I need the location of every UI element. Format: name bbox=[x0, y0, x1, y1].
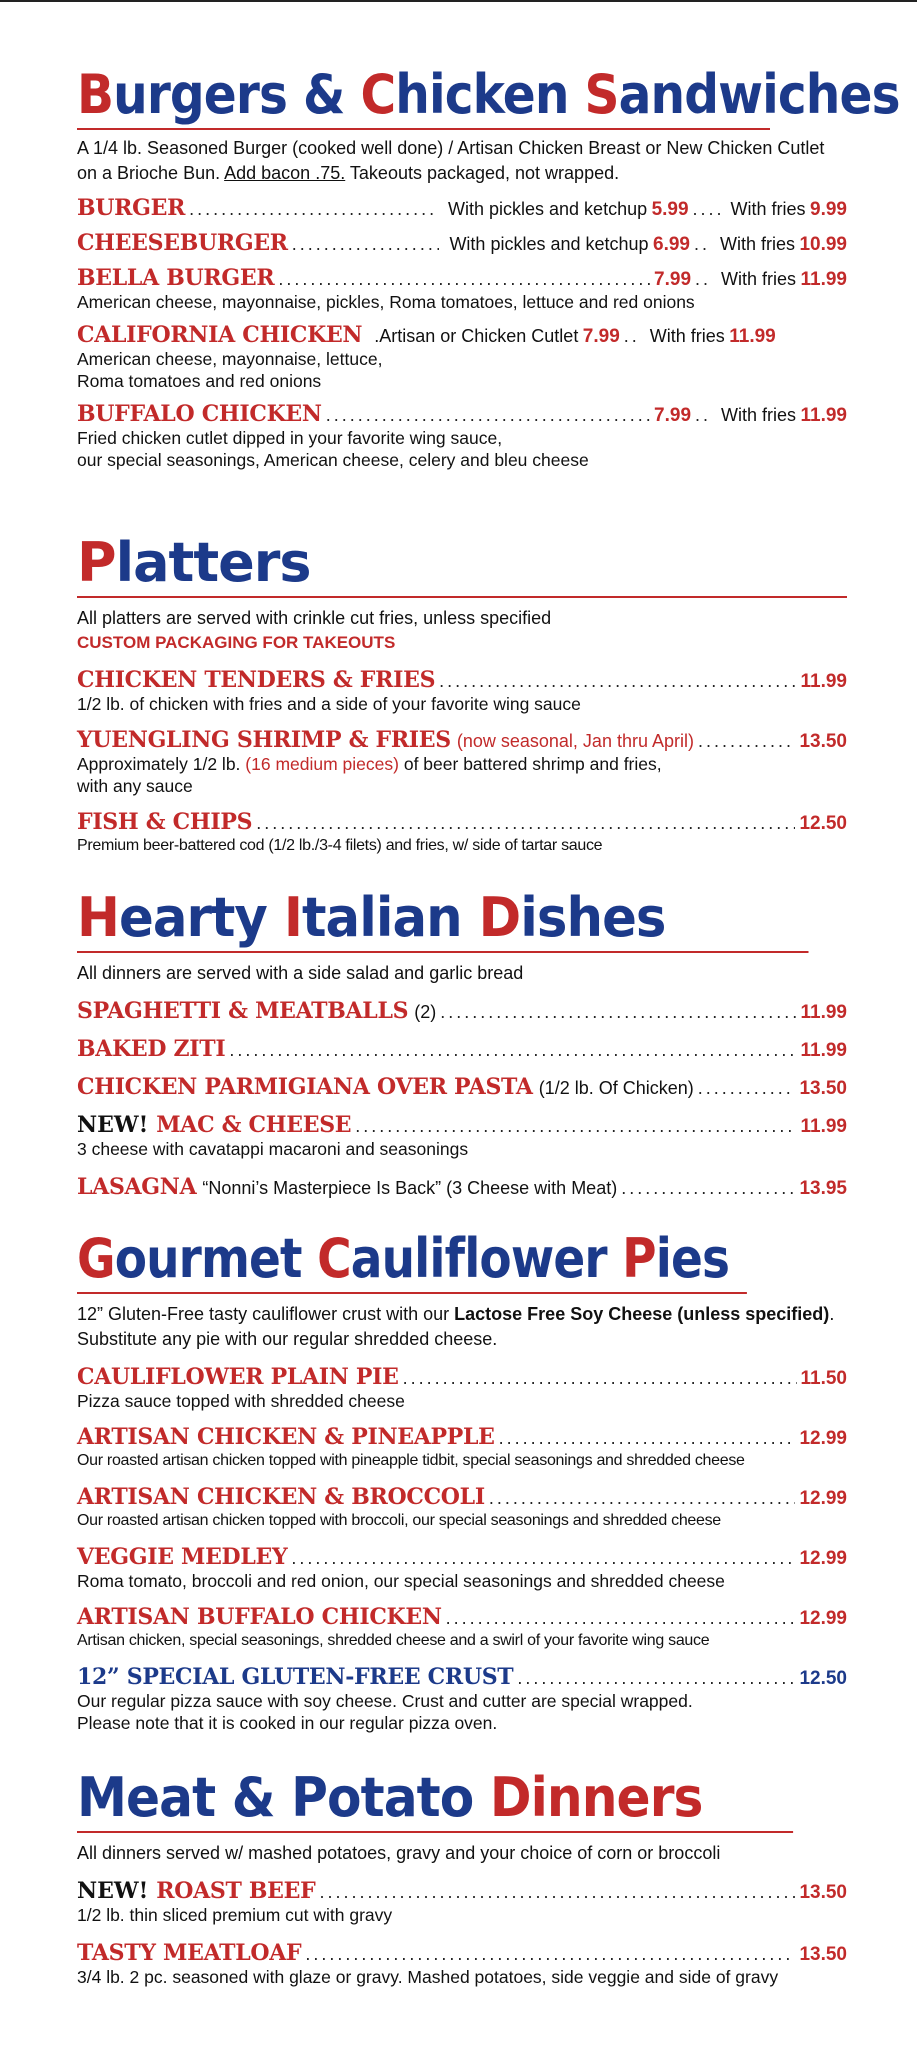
item-name: CAULIFLOWER PLAIN PIE bbox=[77, 1364, 399, 1390]
item-description: 3 cheese with cavatappi macaroni and seasonings bbox=[77, 1139, 469, 1159]
item-name: ARTISAN CHICKEN & BROCCOLI bbox=[77, 1484, 485, 1510]
item-description: American cheese, mayonnaise, pickles, Roma tomatoes, lettuce and red onions bbox=[77, 292, 695, 312]
item-name: LASAGNA bbox=[77, 1174, 197, 1200]
meat-heading: Meat & Potato Dinners bbox=[77, 1767, 793, 1833]
menu-item bbox=[77, 1940, 847, 1988]
item-name: TASTY MEATLOAF bbox=[77, 1940, 302, 1966]
burgers-section bbox=[77, 63, 900, 471]
item-price: 5.99 bbox=[651, 199, 689, 220]
platters-note: CUSTOM PACKAGING FOR TAKEOUTS bbox=[77, 633, 396, 652]
item-name: VEGGIE MEDLEY bbox=[77, 1544, 288, 1570]
item-name: BUFFALO CHICKEN bbox=[77, 401, 322, 427]
item-name: CHEESEBURGER bbox=[77, 230, 288, 256]
item-description: 1/2 lb. of chicken with fries and a side of your favorite wing sauce bbox=[77, 694, 581, 714]
item-price: 7.99 bbox=[582, 326, 620, 347]
meat-section bbox=[77, 1767, 847, 1988]
item-price: 12.50 bbox=[799, 1668, 847, 1689]
item-price: 11.99 bbox=[800, 671, 847, 692]
item-description: Approximately 1/2 lb. (16 medium pieces) of beer battered shrimp and fries, bbox=[77, 754, 662, 774]
item-description: Our regular pizza sauce with soy cheese. Crust and cutter are special wrapped. bbox=[77, 1691, 693, 1711]
item-price: 11.99 bbox=[800, 1116, 847, 1137]
item-price: 12.99 bbox=[799, 1428, 847, 1449]
new-badge: NEW! bbox=[77, 1878, 149, 1904]
item-price: 13.95 bbox=[799, 1178, 847, 1199]
menu-item bbox=[77, 1364, 847, 1412]
menu-item: BELLA BURGER ..... 7.99 ..... With fries 11.99 American cheese, mayonnaise, pickles, Roma tomatoes, lettuce and red onions bbox=[77, 265, 847, 313]
item-description: Fried chicken cutlet dipped in your favorite wing sauce, bbox=[77, 428, 503, 448]
platters-heading: Platters bbox=[77, 532, 847, 598]
menu-item: CALIFORNIA CHICKEN .Artisan or Chicken Cutlet 7.99 ..... With fries 11.99 American cheese, mayonnaise, lettuce, Roma tomatoes and red onions bbox=[77, 322, 847, 392]
cauliflower-heading: Gourmet Cauliflower Pies bbox=[77, 1228, 747, 1294]
item-name: CHICKEN PARMIGIANA OVER PASTA bbox=[77, 1074, 533, 1100]
menu-item bbox=[77, 1424, 847, 1472]
menu-item bbox=[77, 1544, 847, 1592]
item-price: 6.99 bbox=[653, 234, 690, 255]
menu-item: BUFFALO CHICKEN ..... 7.99 ..... With fries 11.99 Fried chicken cutlet dipped in your favorite wing sauce, our special seasonings, American cheese, celery and bleu cheese bbox=[77, 401, 847, 471]
item-price: 12.99 bbox=[799, 1608, 847, 1629]
italian-section bbox=[77, 887, 847, 1200]
item-description: Pizza sauce topped with shredded cheese bbox=[77, 1391, 405, 1411]
item-description: Our roasted artisan chicken topped with pineapple tidbit, special seasonings and shredded cheese bbox=[77, 1452, 745, 1469]
item-price: 12.99 bbox=[799, 1548, 847, 1569]
menu-item: YUENGLING SHRIMP & FRIES (now seasonal, Jan thru April) ..... 13.50 Approximately 1/2 lb. (16 medium pieces) of beer battered shrimp and fries, with any sauce bbox=[77, 727, 847, 797]
item-description: 1/2 lb. thin sliced premium cut with gravy bbox=[77, 1905, 393, 1925]
menu-item: CHEESEBURGER ..... With pickles and ketchup 6.99 ..... With fries 10.99 bbox=[77, 230, 847, 256]
menu-item: LASAGNA “Nonni’s Masterpiece Is Back” (3 Cheese with Meat) ..... 13.95 bbox=[77, 1174, 847, 1200]
item-name: BELLA BURGER bbox=[77, 265, 275, 291]
menu-item: CHICKEN PARMIGIANA OVER PASTA (1/2 lb. Of Chicken) ..... 13.50 bbox=[77, 1074, 847, 1100]
cauliflower-intro: 12” Gluten-Free tasty cauliflower crust with our Lactose Free Soy Cheese (unless specified). Substitute any pie with our regular shredded cheese. bbox=[77, 1304, 835, 1349]
item-name: SPAGHETTI & MEATBALLS bbox=[77, 998, 409, 1024]
item-description: Our roasted artisan chicken topped with broccoli, our special seasonings and shredded cheese bbox=[77, 1512, 721, 1529]
platters-intro: All platters are served with crinkle cut fries, unless specified bbox=[77, 608, 552, 628]
item-price: 11.50 bbox=[800, 1368, 847, 1389]
item-price: 7.99 bbox=[654, 405, 692, 426]
item-price: 7.99 bbox=[654, 269, 692, 290]
item-name: CALIFORNIA CHICKEN bbox=[77, 322, 363, 348]
item-description: Premium beer-battered cod (1/2 lb./3-4 filets) and fries, w/ side of tartar sauce bbox=[77, 837, 603, 854]
item-price: 12.50 bbox=[799, 813, 847, 834]
menu-item: SPAGHETTI & MEATBALLS (2) ..... 11.99 bbox=[77, 998, 847, 1024]
burgers-heading: Burgers & Chicken Sandwiches bbox=[77, 64, 770, 130]
item-name: BAKED ZITI bbox=[77, 1036, 226, 1062]
menu-item bbox=[77, 1604, 847, 1652]
item-name: FISH & CHIPS bbox=[77, 809, 253, 835]
item-name: YUENGLING SHRIMP & FRIES bbox=[77, 727, 451, 753]
item-price: 13.50 bbox=[799, 731, 847, 752]
menu-item bbox=[77, 1664, 847, 1734]
item-name: ARTISAN BUFFALO CHICKEN bbox=[77, 1604, 442, 1630]
menu-item bbox=[77, 667, 847, 715]
item-description: Please note that it is cooked in our regular pizza oven. bbox=[77, 1713, 498, 1733]
item-name: MAC & CHEESE bbox=[156, 1112, 352, 1138]
menu-item bbox=[77, 1036, 847, 1062]
item-name: ARTISAN CHICKEN & PINEAPPLE bbox=[77, 1424, 495, 1450]
menu-item bbox=[77, 1878, 847, 1926]
item-name: 12” SPECIAL GLUTEN-FREE CRUST bbox=[77, 1664, 514, 1690]
item-price: 13.50 bbox=[799, 1944, 847, 1965]
item-description: American cheese, mayonnaise, lettuce, bbox=[77, 349, 383, 369]
meat-intro: All dinners served w/ mashed potatoes, gravy and your choice of corn or broccoli bbox=[77, 1843, 721, 1863]
italian-heading: Hearty Italian Dishes bbox=[77, 887, 809, 953]
item-price: 11.99 bbox=[800, 1002, 847, 1023]
platters-section bbox=[77, 532, 847, 857]
burgers-intro: A 1/4 lb. Seasoned Burger (cooked well done) / Artisan Chicken Breast or New Chicken Cutlet on a Brioche Bun. Add bacon .75. Takeouts packaged, not wrapped. bbox=[77, 138, 825, 183]
cauliflower-section bbox=[77, 1228, 847, 1734]
item-price: 12.99 bbox=[799, 1488, 847, 1509]
italian-intro: All dinners are served with a side salad and garlic bread bbox=[77, 963, 524, 983]
item-name: CHICKEN TENDERS & FRIES bbox=[77, 667, 436, 693]
item-price: 13.50 bbox=[799, 1078, 847, 1099]
item-name: ROAST BEEF bbox=[156, 1878, 316, 1904]
item-description: 3/4 lb. 2 pc. seasoned with glaze or gravy. Mashed potatoes, side veggie and side of gravy bbox=[77, 1967, 779, 1987]
item-description: Artisan chicken, special seasonings, shredded cheese and a swirl of your favorite wing sauce bbox=[77, 1632, 710, 1649]
item-description: our special seasonings, American cheese, celery and bleu cheese bbox=[77, 450, 589, 470]
item-price: 11.99 bbox=[800, 1040, 847, 1061]
item-name: BURGER bbox=[77, 195, 186, 221]
item-description: Roma tomatoes and red onions bbox=[77, 371, 322, 391]
menu-item bbox=[77, 1112, 847, 1160]
menu-item bbox=[77, 1484, 847, 1532]
menu-page bbox=[0, 2, 917, 2048]
menu-item: BURGER ..... With pickles and ketchup 5.99 ..... With fries 9.99 bbox=[77, 195, 847, 221]
item-description: with any sauce bbox=[77, 776, 193, 796]
item-price: 13.50 bbox=[799, 1882, 847, 1903]
new-badge: NEW! bbox=[77, 1112, 149, 1138]
menu-item bbox=[77, 809, 847, 857]
item-description: Roma tomato, broccoli and red onion, our special seasonings and shredded cheese bbox=[77, 1571, 725, 1591]
